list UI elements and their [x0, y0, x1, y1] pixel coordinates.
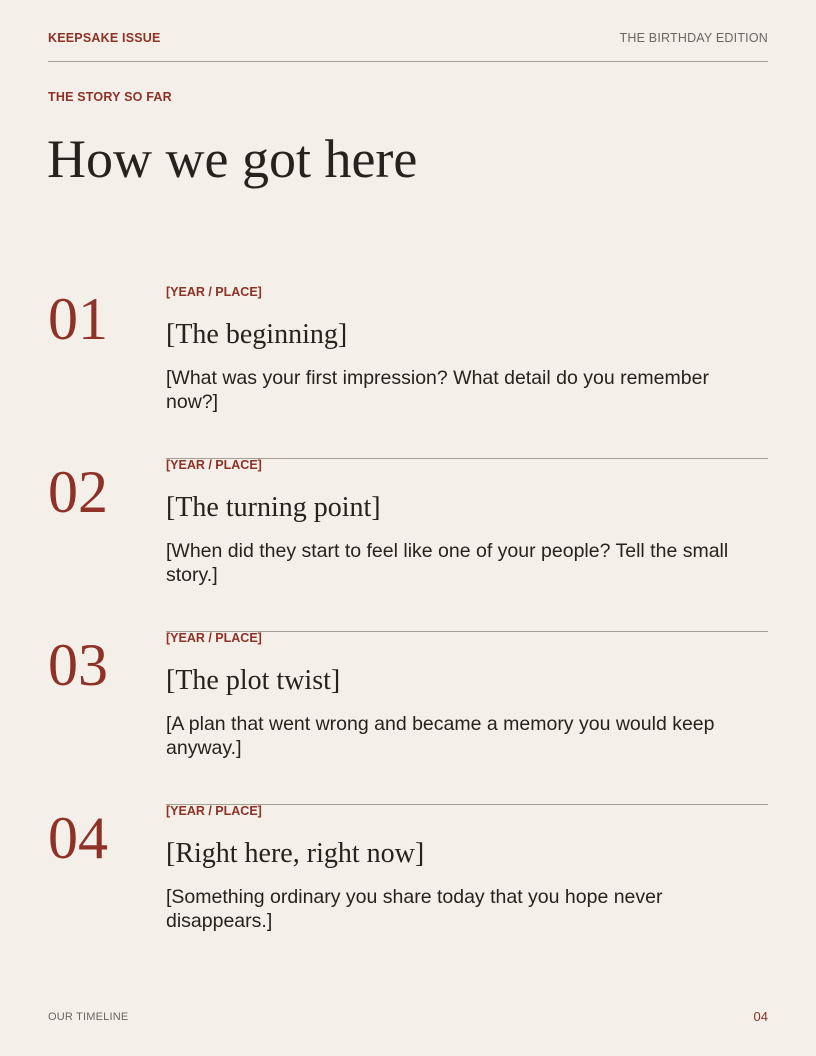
section-eyebrow: THE STORY SO FAR — [48, 90, 172, 104]
entry-title: [The beginning] — [166, 319, 348, 350]
entry-content — [166, 285, 768, 459]
timeline-entry-2 — [48, 458, 768, 631]
entry-number: 03 — [48, 632, 108, 698]
entry-number: 02 — [48, 459, 108, 525]
entry-year-place: [YEAR / PLACE] — [166, 631, 262, 645]
edition-label: THE BIRTHDAY EDITION — [619, 31, 768, 45]
timeline-entry-3 — [48, 631, 768, 804]
entry-content — [166, 631, 768, 805]
entry-title: [Right here, right now] — [166, 838, 425, 869]
entry-number: 04 — [48, 805, 108, 871]
entry-content — [166, 458, 768, 632]
entry-title: [The turning point] — [166, 492, 381, 523]
page-number: 04 — [753, 1009, 768, 1024]
issue-label: KEEPSAKE ISSUE — [48, 31, 161, 45]
entry-text: [Something ordinary you share today that you hope never disappears.] — [166, 886, 663, 932]
timeline-entry-4 — [48, 804, 768, 977]
entry-number: 01 — [48, 286, 108, 352]
page-header — [48, 31, 768, 62]
entry-title: [The plot twist] — [166, 665, 341, 696]
entry-text: [A plan that went wrong and became a memory you would keep anyway.] — [166, 713, 715, 759]
entry-year-place: [YEAR / PLACE] — [166, 285, 262, 299]
entry-text: [What was your first impression? What detail do you remember now?] — [166, 367, 709, 413]
footer-label: OUR TIMELINE — [48, 1011, 129, 1023]
entry-text: [When did they start to feel like one of your people? Tell the small story.] — [166, 540, 729, 586]
entry-year-place: [YEAR / PLACE] — [166, 804, 262, 818]
entry-year-place: [YEAR / PLACE] — [166, 458, 262, 472]
timeline-entry-1 — [48, 285, 768, 458]
page-title: How we got here — [47, 129, 418, 189]
